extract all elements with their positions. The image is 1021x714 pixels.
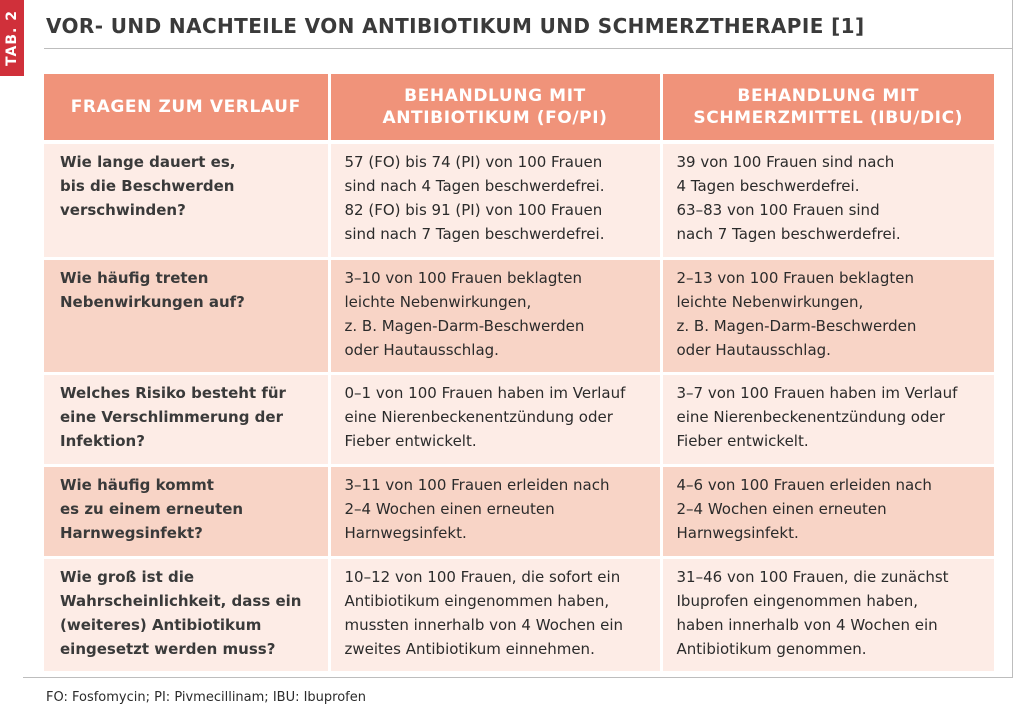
cell-line: 31–46 von 100 Frauen, die zunächst <box>676 568 949 586</box>
cell-line: Wie häufig treten <box>60 269 209 287</box>
cell-line: Infektion? <box>60 432 145 450</box>
antibiotic-cell <box>329 142 661 259</box>
painkiller-cell <box>661 259 994 374</box>
painkiller-cell <box>661 558 994 673</box>
cell-line: Wie groß ist die <box>60 568 195 586</box>
cell-line: leichte Nebenwirkungen, <box>344 293 532 311</box>
cell-line: z. B. Magen-Darm-Beschwerden <box>676 317 917 335</box>
cell-line: Fieber entwickelt. <box>676 432 809 450</box>
cell-line: Ibuprofen eingenommen haben, <box>676 592 919 610</box>
cell-line: Harnwegsinfekt? <box>60 524 203 542</box>
table-header-row <box>44 74 994 142</box>
cell-line: 10–12 von 100 Frauen, die sofort ein <box>344 568 621 586</box>
cell-line: sind nach 7 Tagen beschwerdefrei. <box>344 225 605 243</box>
comparison-table <box>44 74 994 674</box>
antibiotic-cell <box>329 374 661 466</box>
table-row <box>44 466 994 558</box>
painkiller-cell <box>661 466 994 558</box>
cell-line: 82 (FO) bis 91 (PI) von 100 Frauen <box>344 201 603 219</box>
cell-line: verschwinden? <box>60 201 186 219</box>
cell-line: haben innerhalb von 4 Wochen ein <box>676 616 938 634</box>
cell-line: sind nach 4 Tagen beschwerdefrei. <box>344 177 605 195</box>
question-cell <box>44 374 329 466</box>
title-divider <box>44 48 1012 49</box>
table-number-label: TAB. 2 <box>4 10 20 66</box>
cell-line: mussten innerhalb von 4 Wochen ein <box>344 616 624 634</box>
cell-line: zweites Antibiotikum einnehmen. <box>344 640 595 658</box>
cell-line: eine Verschlimmerung der <box>60 408 283 426</box>
cell-line: 4–6 von 100 Frauen erleiden nach <box>676 476 932 494</box>
table-row <box>44 558 994 673</box>
header-line: FRAGEN ZUM VERLAUF <box>70 97 301 117</box>
table-row <box>44 259 994 374</box>
table-row <box>44 374 994 466</box>
cell-line: Fieber entwickelt. <box>344 432 477 450</box>
header-line: SCHMERZMITTEL (IBU/DIC) <box>693 108 964 128</box>
cell-line: 2–13 von 100 Frauen beklagten <box>676 269 914 287</box>
antibiotic-cell <box>329 466 661 558</box>
cell-line: Harnwegsinfekt. <box>344 524 467 542</box>
cell-line: eine Nierenbeckenentzündung oder <box>344 408 613 426</box>
cell-line: oder Hautausschlag. <box>344 341 499 359</box>
cell-line: Wie häufig kommt <box>60 476 214 494</box>
cell-line: Antibiotikum genommen. <box>676 640 867 658</box>
cell-line: 2–4 Wochen einen erneuten <box>344 500 555 518</box>
header-line: ANTIBIOTIKUM (FO/PI) <box>382 108 608 128</box>
cell-line: Welches Risiko besteht für <box>60 384 286 402</box>
cell-line: Nebenwirkungen auf? <box>60 293 245 311</box>
antibiotic-cell <box>329 259 661 374</box>
cell-line: z. B. Magen-Darm-Beschwerden <box>344 317 585 335</box>
cell-line: (weiteres) Antibiotikum <box>60 616 262 634</box>
cell-line: leichte Nebenwirkungen, <box>676 293 864 311</box>
page-title: VOR- UND NACHTEILE VON ANTIBIOTIKUM UND SCHMERZTHERAPIE [1] <box>46 14 865 38</box>
painkiller-cell <box>661 142 994 259</box>
header-questions <box>44 74 329 142</box>
cell-line: 39 von 100 Frauen sind nach <box>676 153 895 171</box>
cell-line: eine Nierenbeckenentzündung oder <box>676 408 945 426</box>
cell-line: eingesetzt werden muss? <box>60 640 276 658</box>
header-line: BEHANDLUNG MIT <box>737 86 920 106</box>
cell-line: Antibiotikum eingenommen haben, <box>344 592 610 610</box>
cell-line: Wahrscheinlichkeit, dass ein <box>60 592 302 610</box>
question-cell <box>44 466 329 558</box>
cell-line: 3–7 von 100 Frauen haben im Verlauf <box>676 384 958 402</box>
abbreviations-footnote: FO: Fosfomycin; PI: Pivmecillinam; IBU: Ibuprofen <box>46 690 366 705</box>
cell-line: 3–10 von 100 Frauen beklagten <box>344 269 582 287</box>
header-line: BEHANDLUNG MIT <box>404 86 586 106</box>
cell-line: 63–83 von 100 Frauen sind <box>676 201 880 219</box>
header-painkiller <box>661 74 994 142</box>
cell-line: Harnwegsinfekt. <box>676 524 799 542</box>
cell-line: nach 7 Tagen beschwerdefrei. <box>676 225 901 243</box>
cell-line: Wie lange dauert es, <box>60 153 236 171</box>
header-antibiotic <box>329 74 661 142</box>
cell-line: bis die Beschwerden <box>60 177 235 195</box>
cell-line: 2–4 Wochen einen erneuten <box>676 500 887 518</box>
question-cell <box>44 558 329 673</box>
table-row <box>44 142 994 259</box>
cell-line: 0–1 von 100 Frauen haben im Verlauf <box>344 384 626 402</box>
cell-line: oder Hautausschlag. <box>676 341 831 359</box>
question-cell <box>44 259 329 374</box>
cell-line: 57 (FO) bis 74 (PI) von 100 Frauen <box>344 153 603 171</box>
antibiotic-cell <box>329 558 661 673</box>
painkiller-cell <box>661 374 994 466</box>
question-cell <box>44 142 329 259</box>
cell-line: 3–11 von 100 Frauen erleiden nach <box>344 476 610 494</box>
cell-line: es zu einem erneuten <box>60 500 244 518</box>
cell-line: 4 Tagen beschwerdefrei. <box>676 177 860 195</box>
table-number-tab <box>0 0 24 76</box>
